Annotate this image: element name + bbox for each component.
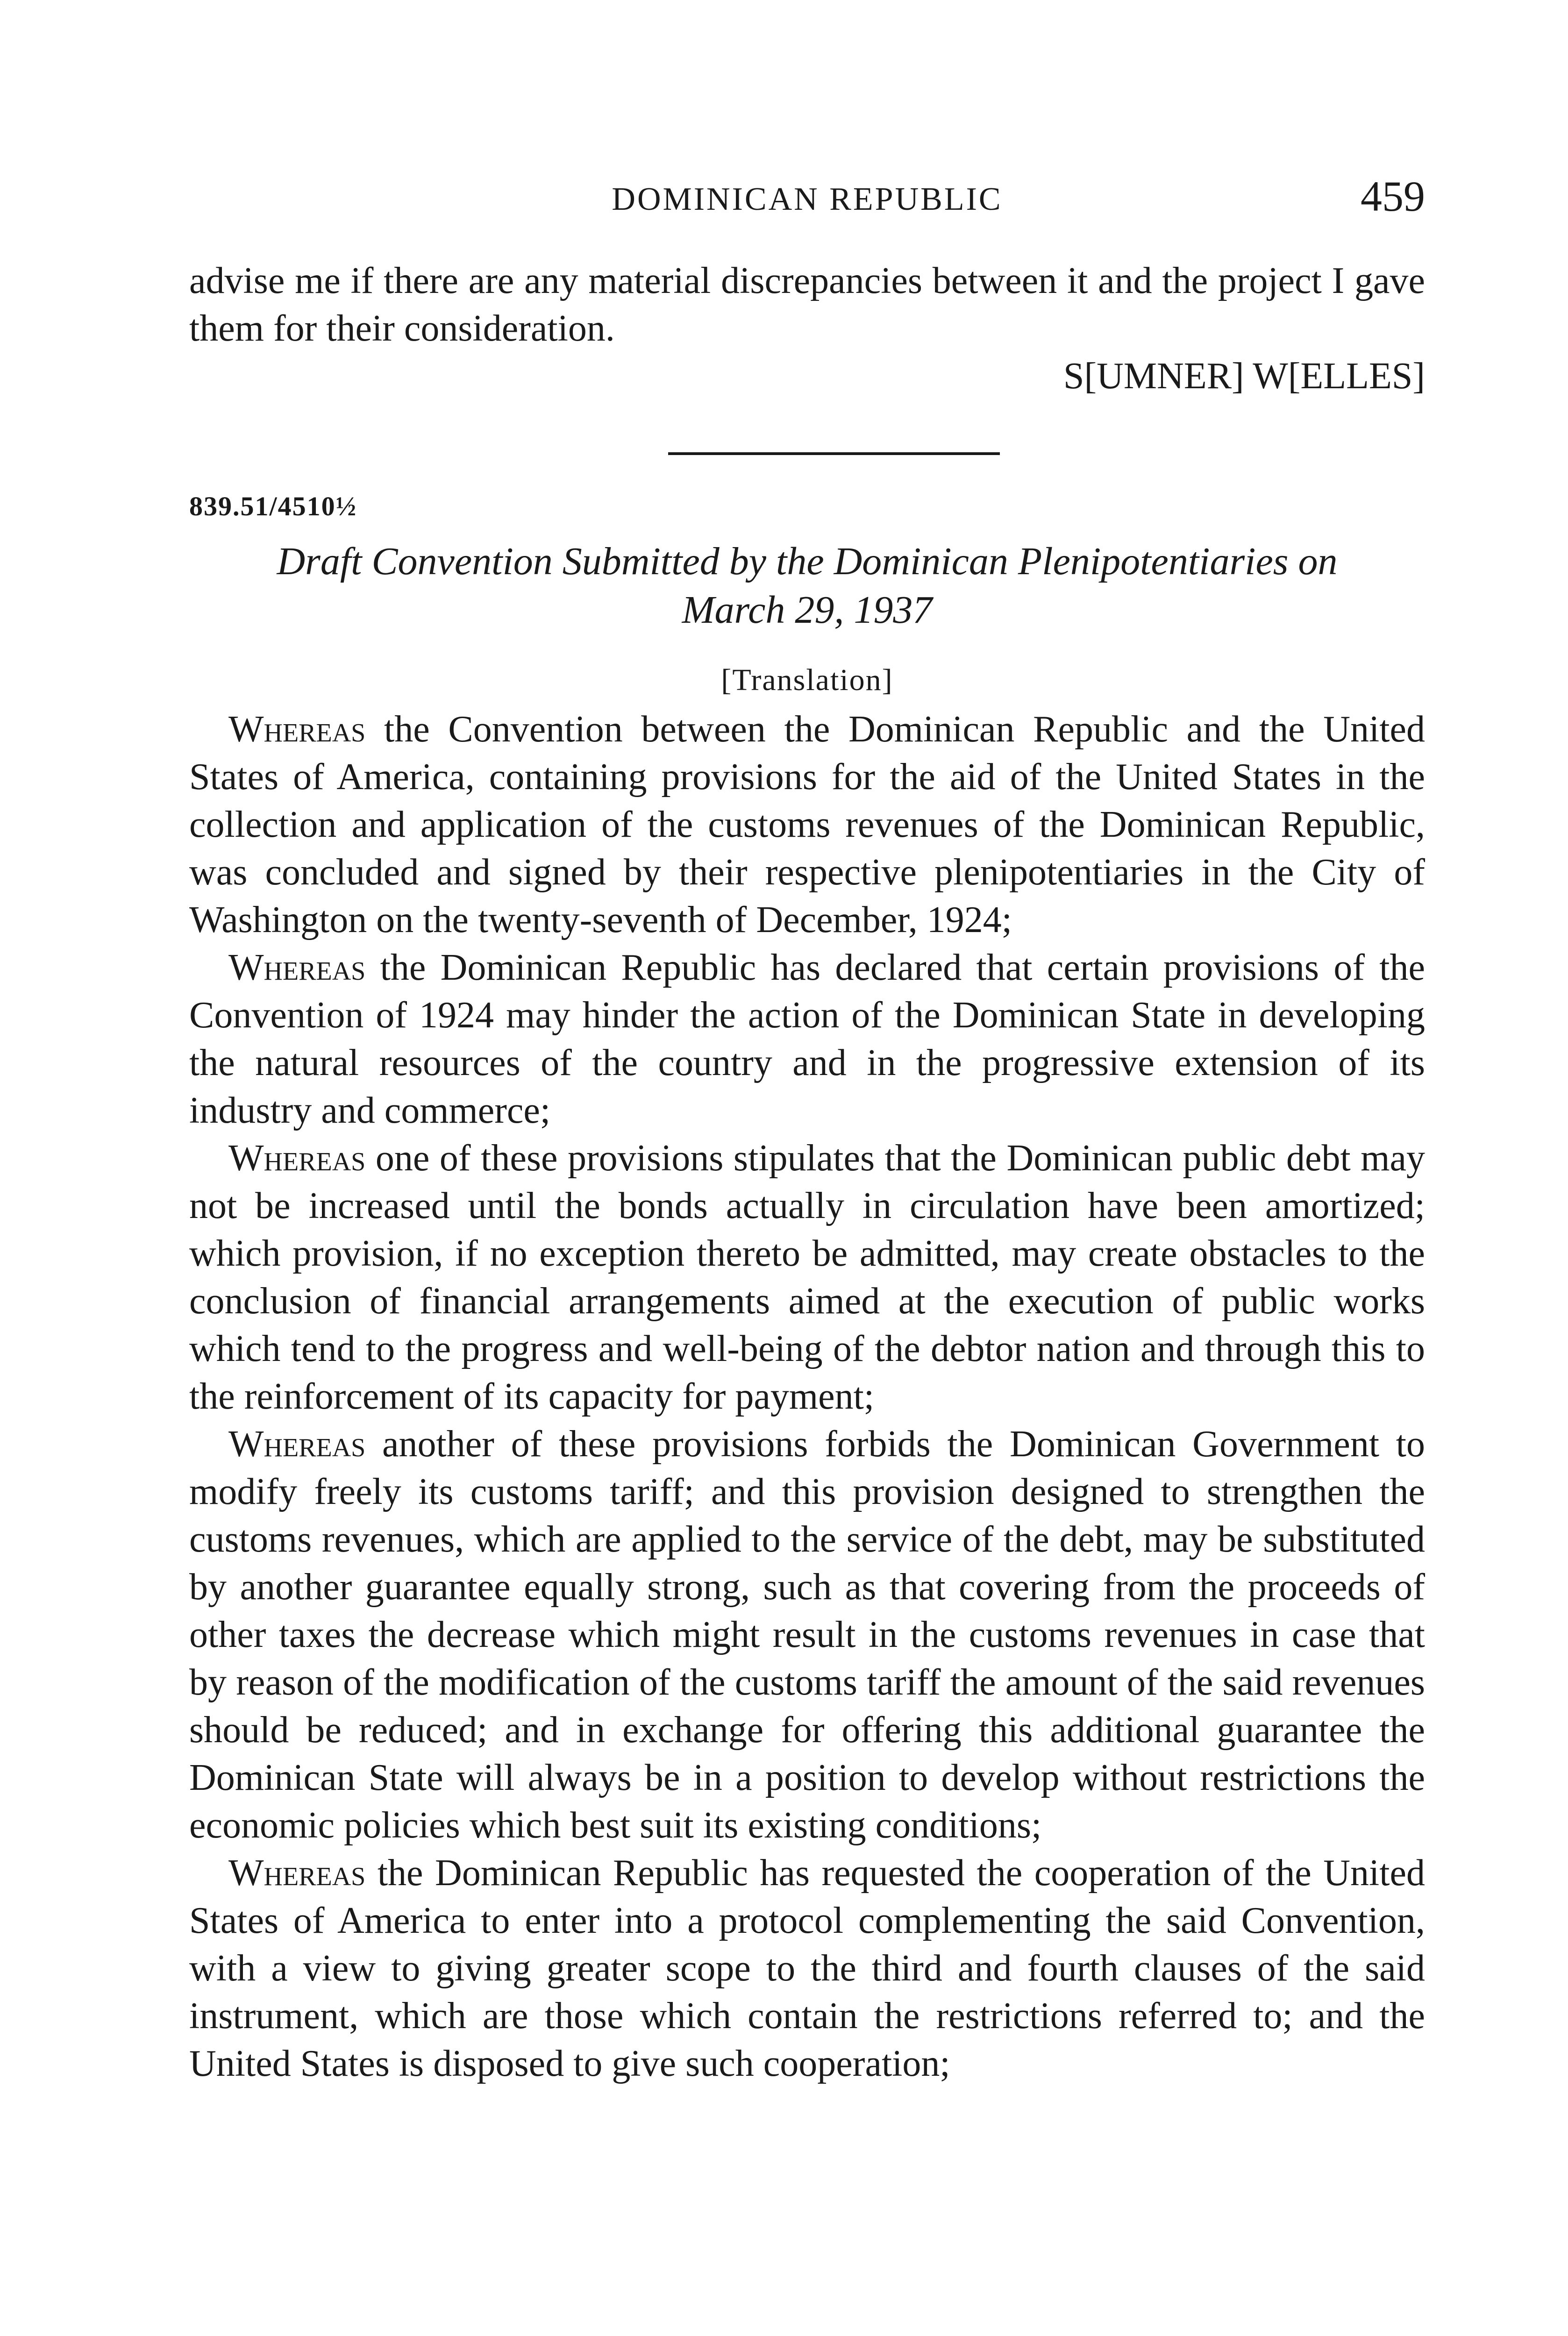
signature-part: ] — [1412, 356, 1425, 397]
whereas-label: Whereas — [228, 1138, 366, 1179]
whereas-paragraph — [189, 944, 1425, 1134]
paragraph-text: the Dominican Republic has declared that certain provisions of the Convention of 1924 may hinder the action of the Dominican State in developing the natural resources of the country and in the progressive extension of its industry and commerce; — [189, 947, 1425, 1131]
whereas-label: Whereas — [228, 709, 366, 750]
whereas-paragraph — [189, 705, 1425, 944]
document-title-line: Draft Convention Submitted by the Dominican Plenipotentiaries on — [277, 540, 1338, 583]
whereas-paragraph — [189, 1849, 1425, 2087]
running-title: DOMINICAN REPUBLIC — [612, 181, 1003, 217]
file-reference: 839.51/4510½ — [189, 491, 357, 521]
whereas-clauses — [189, 705, 1425, 2087]
document-page — [189, 0, 1425, 2336]
opening-paragraph-block — [189, 257, 1425, 352]
paragraph-text: another of these provisions forbids the Dominican Government to modify freely its customs tariff; and this provision designed to strengthen the customs revenues, which are applied to the service of the debt, may be substituted by another guarantee equally strong, such as that covering from the proceeds of other taxes the decrease which might result in the customs revenues in case that by reason of the modification of the customs tariff the amount of the said revenues should be reduced; and in exchange for offering this additional guarantee the Dominican State will always be in a position to develop without restrictions the economic policies which best suit its existing conditions; — [189, 1424, 1425, 1846]
section-divider — [668, 452, 1000, 455]
page-number: 459 — [1361, 172, 1425, 220]
document-title — [189, 537, 1425, 634]
running-head — [189, 172, 1425, 227]
translation-note: [Translation] — [721, 663, 893, 697]
signature-part: ELLES — [1300, 356, 1413, 397]
whereas-paragraph — [189, 1134, 1425, 1420]
paragraph-text: one of these provisions stipulates that the Dominican public debt may not be increased until the bonds actually in circulation have been amortized; which provision, if no exception thereto be admitted, may create obstacles to the conclusion of financial arrangements aimed at the execution of public works which tend to the progress and well-being of the debtor nation and through this to the reinforcement of its capacity for payment; — [189, 1138, 1425, 1417]
document-title-line: March 29, 1937 — [682, 588, 933, 632]
whereas-label: Whereas — [228, 1852, 366, 1894]
whereas-label: Whereas — [228, 947, 366, 988]
opening-paragraph: advise me if there are any material discrepancies between it and the project I gave them for their consideration. — [189, 260, 1425, 349]
whereas-label: Whereas — [228, 1424, 366, 1465]
signature-part: UMNER — [1097, 356, 1232, 397]
signature — [1063, 355, 1425, 398]
signature-part: ] W[ — [1232, 356, 1301, 397]
signature-part: S[ — [1063, 356, 1097, 397]
paragraph-text: the Convention between the Dominican Republic and the United States of America, containing provisions for the aid of the United States in the collection and application of the customs revenues of the Dominican Republic, was concluded and signed by their respective plenipotentiaries in the City of Washington on the twenty-seventh of December, 1924; — [189, 709, 1425, 940]
whereas-paragraph — [189, 1420, 1425, 1849]
paragraph-text: the Dominican Republic has requested the cooperation of the United States of America to enter into a protocol complementing the said Convention, with a view to giving greater scope to the third and fourth clauses of the said instrument, which are those which contain the restrictions referred to; and the United States is disposed to give such cooperation; — [189, 1852, 1425, 2084]
